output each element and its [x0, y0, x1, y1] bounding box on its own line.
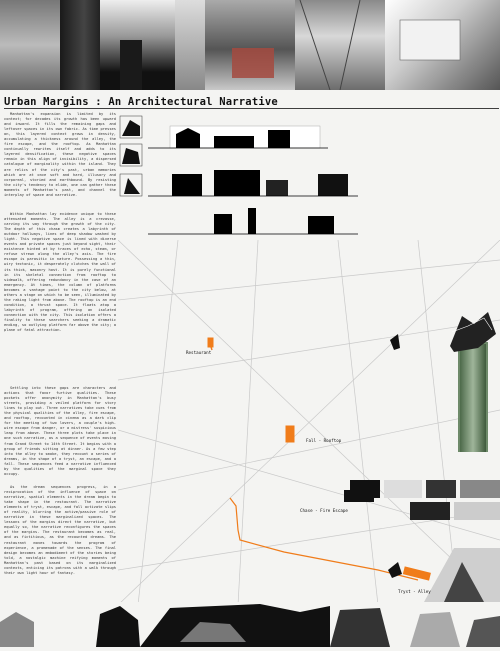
label-chase-fire-escape: Chase - Fire Escape: [300, 508, 348, 513]
paragraph-2: Within Manhattan lay evidence unique to these attenuated moments. The alley is a crevasse, carving its way through the growth of the city. The depth of this chasm creates a labyrinth of outdoor hallways, lines of deep shadow washed by light. This negative space is lined with diverse events and private spaces just beyond sight, their existence hinted at by traces of echo, steam, or refuse strewn along the alley's axis. The fire escape is parasitic in nature. Possessing a thin, wiry tectonic, it desperately clutches the wall of its thick, masonry host. It is purely functional in its skeletal connection from rooftop to sidewalk, offering redundancy in the case of an emergency. At times, the column of platforms becomes a vantage point to the city below, at others a stage on which to be seen, illuminated by the raking light from above. The rooftop is an end condition, a thrust space. It floats atop a labyrinth of program, offering an isolated connection with the city. This isolation offers a finality to these searchers seeking a dramatic ending, so outlying platform far above the city; a plane of fatal attraction.: [4, 212, 116, 333]
photo-strip-overlay: [0, 0, 500, 90]
page-title: Urban Margins : An Architectural Narrative: [4, 96, 278, 108]
label-fall-rooftop: Fall - Rooftop: [306, 438, 342, 443]
label-tryst-alley: Tryst - Alley: [398, 589, 431, 594]
drawing-1: [120, 116, 142, 196]
bottom-strip-drawings: [0, 602, 500, 647]
building-section-2: [148, 170, 358, 196]
tower-image: [448, 312, 498, 452]
photo-strip: [0, 0, 500, 90]
building-section-1: [148, 126, 328, 148]
building-section-3: [148, 208, 358, 234]
bottom-strip: [0, 602, 500, 647]
paragraph-4: As the dream sequences progress, in a reciprocation of the influence of space on narrative, spatial elements in the dream begin to take shape in the restaurant. The narrative elements of tryst, escape, and fall activate slips of reality, blurring the active/passive role of narrative in these marginalized spaces. The lessons of the margins direct the narrative, but equally so, the narrative reconfigures the spaces of the margins. The restaurant becomes as real, and as fictitious, as the recounted dreams. The restaurant moves towards the program of experience, a promenade of the senses. The final design becomes an embodiment of the stories being told, a nostalgic machine reifying moments of Manhattan's past based on its marginalized contexts, enticing its patrons with a walk through their own light hour of fantasy.: [4, 485, 116, 575]
paragraph-1: Manhattan's expansion is limited by its context; for decades its growth has been upward and inward. It fills the remaining gaps and leftover spaces in its own fabric. As time presses on, this layered context grows in density, accumulating a thickness around the alley, the fire escape, and the rooftop. As Manhattan continually rewrites itself and adds to its layered densification, these negative spaces remain in this align of invisibility, a dispersed catalogue of marginality within the island. They are relics of the city's past, urban memories which are at once soft and hard, illusory and corporeal, storied and earthbound. By resisting the city's tendency to elide, one can gather these moments of Manhattan's past, and channel the interplay of space and narrative.: [4, 112, 116, 197]
paragraph-3: Settling into these gaps are characters and actions that favor furtive qualities. These pockets offer anonymity in Manhattan's busy streets, providing a veiled platform for story lines to play out. Three narratives take cues from the physical qualities of the alley, fire escape, and rooftop, recounted in cinema as a dark clip for the meeting of two lovers, a couple's high-wire escape from danger, or a mistress' suspicious leap from above. These three plots take place in one such narrative, as a sequence of events moving from Grand Street to 14th Street. It begins with a group of friends sitting at dinner. As a few step into the alley to smoke, they recount a series of dreams, in the shape of a tryst, an escape, and a fall. These sequences feed a narrative influenced by the qualities of the marginal space they occupy.: [4, 386, 116, 476]
section-drawings: [118, 112, 500, 240]
title-rule: [4, 108, 499, 110]
label-restaurant: Restaurant: [186, 350, 212, 355]
tryst-image: [424, 548, 500, 602]
map-drawings: [344, 334, 402, 578]
chase-image-strip: [350, 480, 500, 522]
